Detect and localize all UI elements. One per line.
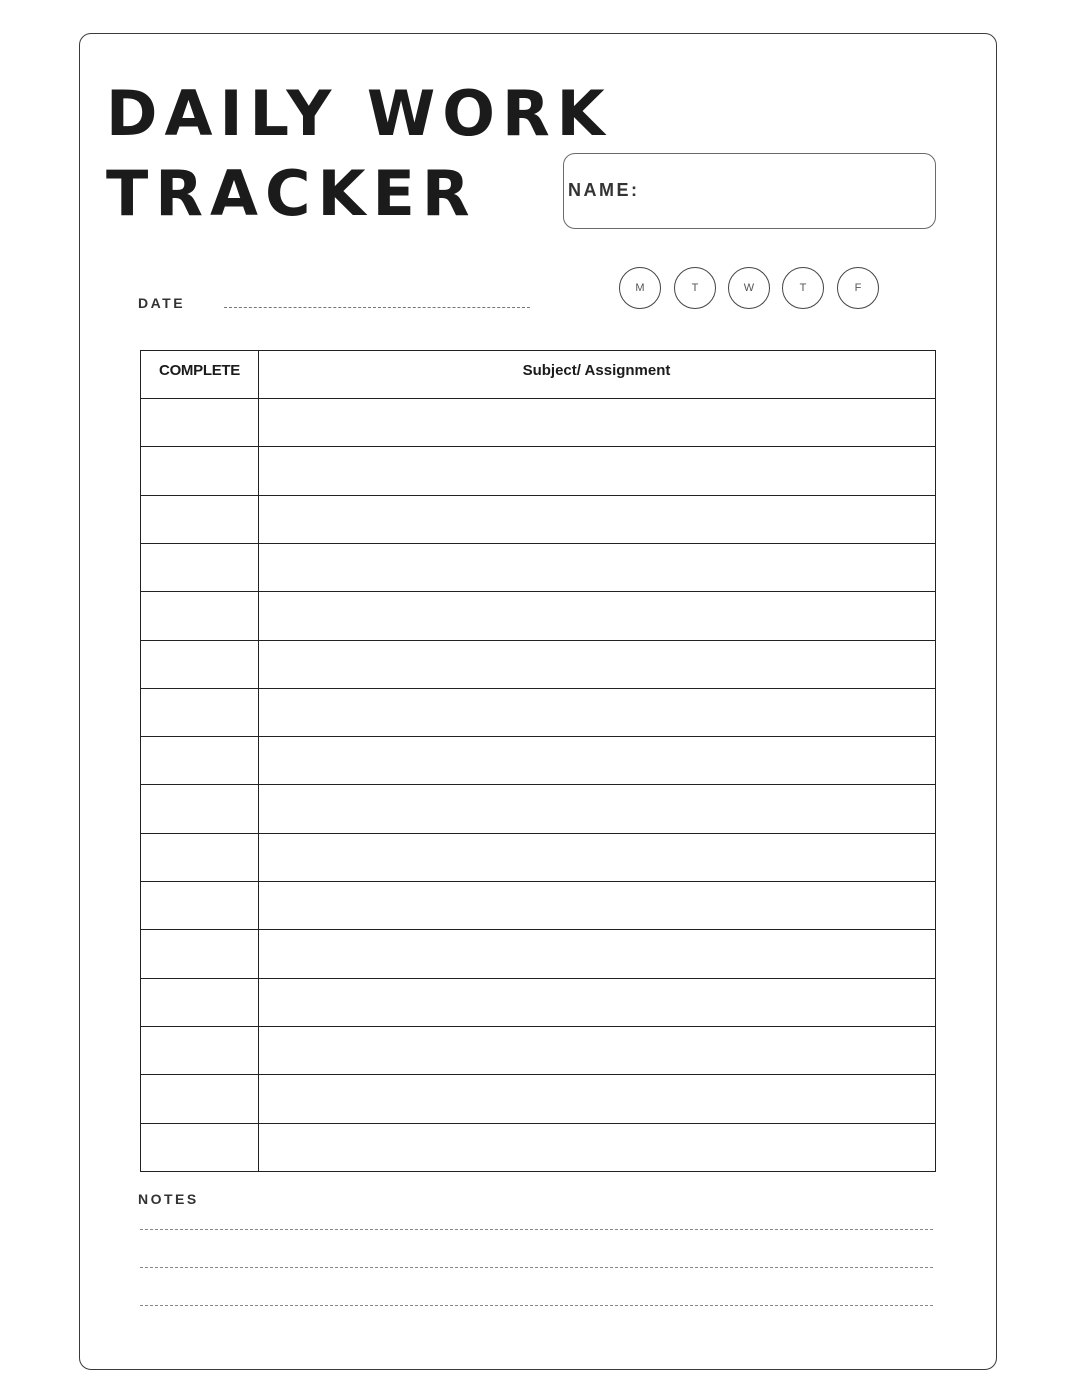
notes-label: NOTES	[138, 1191, 199, 1207]
notes-line[interactable]	[140, 1229, 933, 1230]
table-row[interactable]	[141, 833, 935, 834]
column-divider	[258, 351, 259, 1171]
date-field[interactable]	[224, 307, 530, 308]
day-circle-tuesday[interactable]: T	[674, 267, 716, 309]
table-row[interactable]	[141, 495, 935, 496]
title-line-1: DAILY WORK	[106, 77, 612, 150]
table-row[interactable]	[141, 640, 935, 641]
table-row[interactable]	[141, 881, 935, 882]
day-circle-thursday[interactable]: T	[782, 267, 824, 309]
table-row[interactable]	[141, 543, 935, 544]
notes-line[interactable]	[140, 1305, 933, 1306]
table-row[interactable]	[141, 1074, 935, 1075]
page-title	[106, 74, 612, 234]
table-row[interactable]	[141, 1123, 935, 1124]
table-row[interactable]	[141, 736, 935, 737]
notes-line[interactable]	[140, 1267, 933, 1268]
table-row[interactable]	[141, 1026, 935, 1027]
table-row[interactable]	[141, 929, 935, 930]
day-circle-wednesday[interactable]: W	[728, 267, 770, 309]
table-row[interactable]	[141, 784, 935, 785]
column-header-subject: Subject/ Assignment	[522, 362, 671, 379]
tracker-table	[140, 350, 936, 1172]
day-circle-friday[interactable]: F	[837, 267, 879, 309]
date-label: DATE	[138, 295, 186, 311]
table-row[interactable]	[141, 446, 935, 447]
table-row[interactable]	[141, 398, 935, 399]
table-row[interactable]	[141, 591, 935, 592]
day-circle-monday[interactable]: M	[619, 267, 661, 309]
table-row[interactable]	[141, 688, 935, 689]
column-header-complete: COMPLETE	[159, 362, 240, 379]
name-label: NAME:	[568, 180, 640, 200]
table-row[interactable]	[141, 978, 935, 979]
title-line-2: TRACKER	[106, 157, 477, 230]
